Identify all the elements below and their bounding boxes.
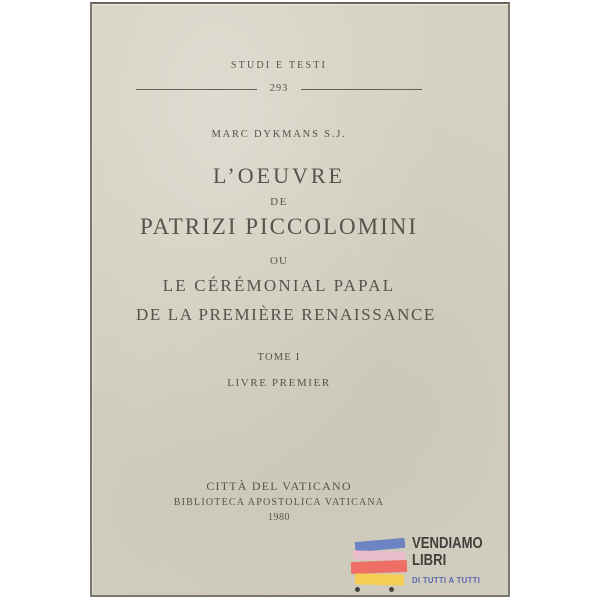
book-stack-cart-icon <box>348 536 408 592</box>
book-part-label: LIVRE PREMIER <box>227 377 331 389</box>
series-number-rule <box>136 84 422 95</box>
stacked-book-yellow <box>355 573 404 585</box>
rule-left <box>136 89 257 90</box>
title-connector: OU <box>270 255 288 267</box>
title-line-2: DE <box>270 196 288 208</box>
brand-tagline: DI TUTTI A TUTTI <box>412 575 481 585</box>
series-title: STUDI E TESTI <box>230 60 328 71</box>
subtitle-line-2: DE LA PREMIÈRE RENAISSANCE <box>136 305 436 324</box>
cart-wheel-right <box>389 587 394 592</box>
title-line-3: PATRIZI PICCOLOMINI <box>139 214 419 239</box>
brand-name-line-1: VENDIAMO <box>412 535 483 552</box>
tome-label: TOME I <box>257 352 301 363</box>
seller-logo-text <box>412 535 498 585</box>
stacked-book-red <box>351 560 407 574</box>
stacked-book-pink <box>353 550 405 560</box>
cart-wheel-left <box>355 587 360 592</box>
subtitle-line-1: LE CÉRÉMONIAL PAPAL <box>162 276 396 295</box>
book-cover <box>90 2 510 597</box>
author-name: MARC DYKMANS S.J. <box>211 129 347 140</box>
seller-logo <box>348 534 483 594</box>
imprint-year: 1980 <box>268 512 290 523</box>
series-number: 293 <box>269 83 289 94</box>
brand-name-line-2: LIBRI <box>412 552 447 569</box>
imprint-city: CITTÀ DEL VATICANO <box>206 479 352 493</box>
title-line-1: L’OEUVRE <box>213 163 345 188</box>
imprint-publisher: BIBLIOTECA APOSTOLICA VATICANA <box>173 497 385 508</box>
rule-right <box>301 89 422 90</box>
